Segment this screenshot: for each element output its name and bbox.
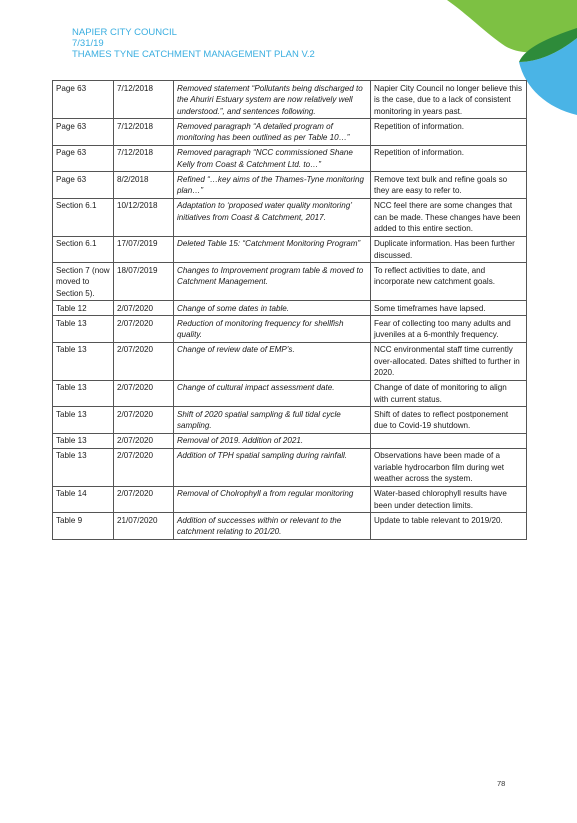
date-cell: 10/12/2018 [114,198,174,236]
reference-cell: Table 13 [53,448,114,486]
reason-cell: Water-based chlorophyll results have been under detection limits. [371,486,527,513]
reason-cell: Observations have been made of a variable hydrocarbon film during wet weather across the system. [371,448,527,486]
description-cell: Addition of TPH spatial sampling during rainfall. [174,448,371,486]
reason-cell: Remove text bulk and refine goals so they are easy to refer to. [371,172,527,199]
table-row [53,407,527,434]
reference-cell: Table 13 [53,342,114,380]
reason-cell: Duplicate information. Has been further discussed. [371,236,527,263]
date-cell: 18/07/2019 [114,263,174,301]
reason-cell: Shift of dates to reflect postponement due to Covid-19 shutdown. [371,407,527,434]
reason-cell: Repetition of information. [371,145,527,172]
table-row [53,513,527,540]
date-cell: 2/07/2020 [114,433,174,448]
description-cell: Change of some dates in table. [174,301,371,316]
description-cell: Change of review date of EMP’s. [174,342,371,380]
date-cell: 2/07/2020 [114,316,174,343]
header-date: 7/31/19 [72,38,104,49]
page-number: 78 [497,779,506,788]
reference-cell: Table 9 [53,513,114,540]
table-row [53,198,527,236]
description-cell: Deleted Table 15: “Catchment Monitoring Program” [174,236,371,263]
date-cell: 8/2/2018 [114,172,174,199]
description-cell: Refined “…key aims of the Thames-Tyne monitoring plan…” [174,172,371,199]
description-cell: Removed paragraph “A detailed program of monitoring has been outlined as per Table 10…” [174,119,371,146]
table-row [53,486,527,513]
reason-cell: Change of date of monitoring to align with current status. [371,380,527,407]
date-cell: 2/07/2020 [114,486,174,513]
date-cell: 7/12/2018 [114,81,174,119]
table-row [53,236,527,263]
reason-cell: Repetition of information. [371,119,527,146]
header-plan-title: THAMES TYNE CATCHMENT MANAGEMENT PLAN V.2 [72,49,315,60]
table-row [53,342,527,380]
reason-cell: Update to table relevant to 2019/20. [371,513,527,540]
reference-cell: Section 6.1 [53,236,114,263]
reference-cell: Page 63 [53,145,114,172]
description-cell: Shift of 2020 spatial sampling & full tidal cycle sampling. [174,407,371,434]
change-log-body [53,81,527,540]
table-row [53,172,527,199]
reason-cell [371,433,527,448]
reference-cell: Table 14 [53,486,114,513]
reference-cell: Section 7 (now moved to Section 5). [53,263,114,301]
reference-cell: Table 13 [53,433,114,448]
date-cell: 2/07/2020 [114,448,174,486]
date-cell: 7/12/2018 [114,119,174,146]
description-cell: Change of cultural impact assessment date. [174,380,371,407]
reference-cell: Table 13 [53,316,114,343]
table-row [53,81,527,119]
reference-cell: Page 63 [53,81,114,119]
date-cell: 17/07/2019 [114,236,174,263]
table-row [53,263,527,301]
reason-cell: Some timeframes have lapsed. [371,301,527,316]
reference-cell: Section 6.1 [53,198,114,236]
reason-cell: Napier City Council no longer believe this is the case, due to a lack of consistent monitoring in years past. [371,81,527,119]
table-row [53,301,527,316]
table-row [53,145,527,172]
reason-cell: Fear of collecting too many adults and juveniles at a 6-monthly frequency. [371,316,527,343]
description-cell: Removed statement “Pollutants being discharged to the Ahuriri Estuary system are now relatively well understood.”, and sentences following. [174,81,371,119]
table-row [53,433,527,448]
reason-cell: NCC feel there are some changes that can be made. These changes have been added to this entire section. [371,198,527,236]
change-log-table [52,80,527,540]
description-cell: Addition of successes within or relevant to the catchment relating to 201/20. [174,513,371,540]
description-cell: Removal of Cholrophyll a from regular monitoring [174,486,371,513]
table-row [53,448,527,486]
table-row [53,316,527,343]
table-row [53,380,527,407]
description-cell: Removed paragraph “NCC commissioned Shane Kelly from Coast & Catchment Ltd. to…” [174,145,371,172]
date-cell: 2/07/2020 [114,301,174,316]
reference-cell: Page 63 [53,172,114,199]
reference-cell: Page 63 [53,119,114,146]
reference-cell: Table 13 [53,407,114,434]
document-header [72,27,315,60]
date-cell: 21/07/2020 [114,513,174,540]
reference-cell: Table 13 [53,380,114,407]
header-organization: NAPIER CITY COUNCIL [72,27,177,38]
date-cell: 2/07/2020 [114,342,174,380]
table-row [53,119,527,146]
reference-cell: Table 12 [53,301,114,316]
date-cell: 2/07/2020 [114,407,174,434]
description-cell: Changes to Improvement program table & moved to Catchment Management. [174,263,371,301]
reason-cell: To reflect activities to date, and incorporate new catchment goals. [371,263,527,301]
description-cell: Removal of 2019. Addition of 2021. [174,433,371,448]
date-cell: 7/12/2018 [114,145,174,172]
description-cell: Reduction of monitoring frequency for shellfish quality. [174,316,371,343]
reason-cell: NCC environmental staff time currently over-allocated. Dates shifted to further in 2020. [371,342,527,380]
date-cell: 2/07/2020 [114,380,174,407]
description-cell: Adaptation to ‘proposed water quality monitoring’ initiatives from Coast & Catchment, 2017. [174,198,371,236]
